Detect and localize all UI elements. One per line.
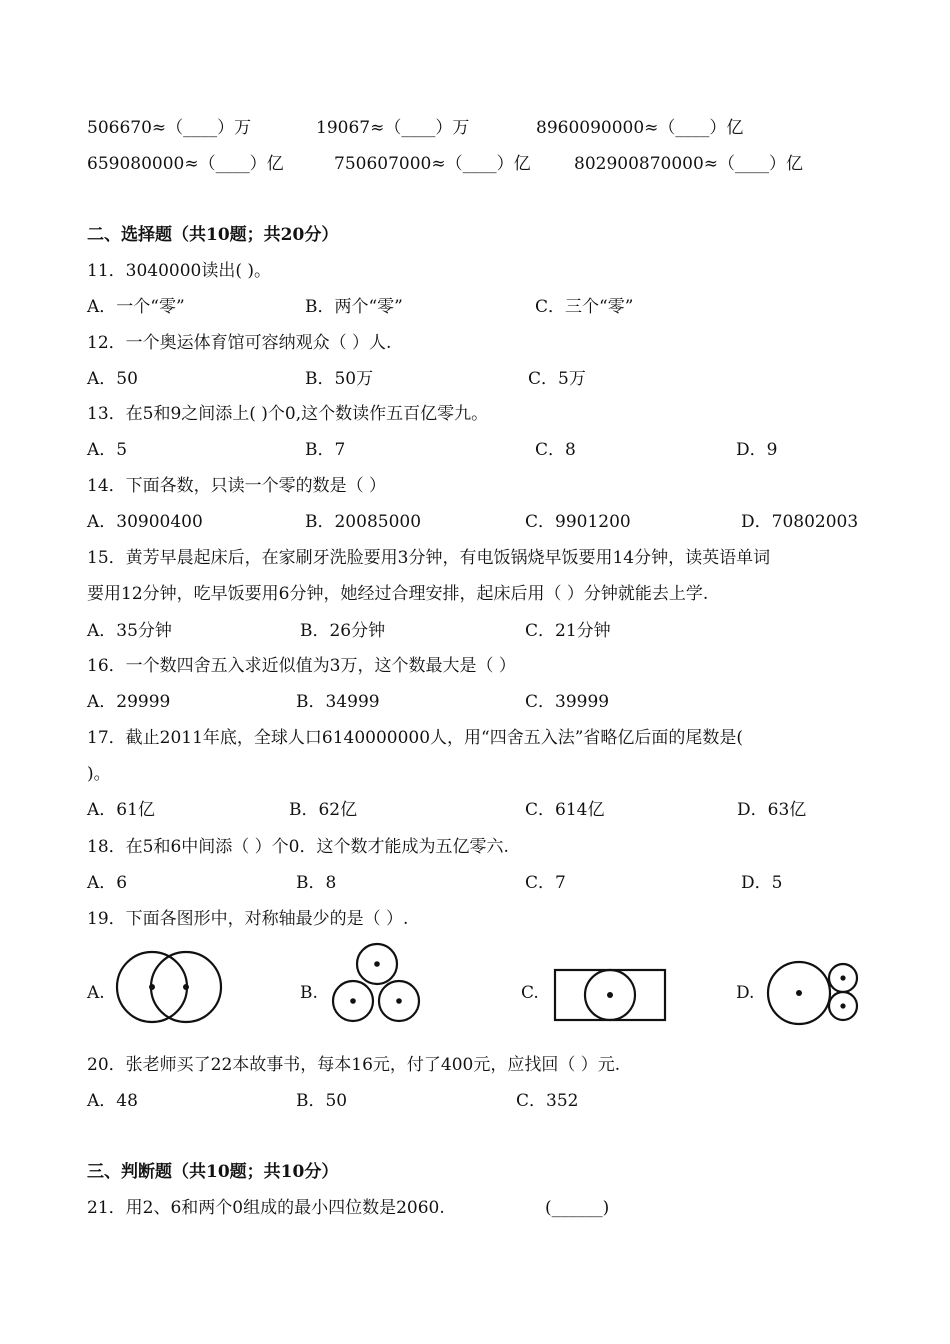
section-title-judgment: 三、判断题（共10题；共10分） xyxy=(87,1162,339,1182)
q15-option-a: A．35分钟 xyxy=(87,621,172,641)
q19-option-c-label: C. xyxy=(521,983,539,1003)
dot-bottom-left xyxy=(350,998,356,1004)
small-top-dot xyxy=(840,975,845,980)
q19-figure-b-three-circles xyxy=(330,942,422,1026)
question-16-stem: 16．一个数四舍五入求近似值为3万，这个数最大是（ ） xyxy=(87,656,516,676)
question-11-stem: 11．3040000读出( )。 xyxy=(87,261,272,281)
q19-option-a-label: A. xyxy=(87,983,105,1003)
q14-option-b: B．20085000 xyxy=(305,512,422,532)
question-13-stem: 13．在5和9之间添上( )个0,这个数读作五百亿零九。 xyxy=(87,404,489,424)
q11-option-a: A．一个“零” xyxy=(87,297,185,317)
q15-option-c: C．21分钟 xyxy=(525,621,611,641)
q21-answer-blank: (______) xyxy=(545,1198,610,1218)
center-dot-left xyxy=(149,984,155,990)
approx-item: 8960090000≈（____）亿 xyxy=(536,118,744,138)
q19-figure-c-rectangle-with-circle xyxy=(553,967,669,1023)
question-21-stem: 21．用2、6和两个0组成的最小四位数是2060. xyxy=(87,1198,445,1218)
q13-option-d: D．9 xyxy=(736,440,778,460)
q12-option-b: B．50万 xyxy=(305,369,374,389)
q20-option-b: B．50 xyxy=(296,1091,348,1111)
question-17-stem-line2: )。 xyxy=(87,764,111,784)
center-dot-right xyxy=(183,984,189,990)
q14-option-c: C．9901200 xyxy=(525,512,631,532)
q19-figure-a-overlapping-circles xyxy=(115,950,225,1026)
small-bottom-dot xyxy=(840,1003,845,1008)
q11-option-b: B．两个“零” xyxy=(305,297,403,317)
q17-option-a: A．61亿 xyxy=(87,800,155,820)
q13-option-c: C．8 xyxy=(535,440,576,460)
q19-option-b-label: B. xyxy=(300,983,318,1003)
question-12-stem: 12．一个奥运体育馆可容纳观众（ ）人. xyxy=(87,333,392,353)
approx-item: 506670≈（____）万 xyxy=(87,118,252,138)
question-15-stem-line2: 要用12分钟，吃早饭要用6分钟，她经过合理安排，起床后用（ ）分钟就能去上学. xyxy=(87,584,709,604)
q12-option-a: A．50 xyxy=(87,369,138,389)
q14-option-a: A．30900400 xyxy=(87,512,203,532)
q14-option-d: D．70802003 xyxy=(741,512,859,532)
q13-option-b: B．7 xyxy=(305,440,346,460)
q18-option-c: C．7 xyxy=(525,873,566,893)
question-20-stem: 20．张老师买了22本故事书，每本16元，付了400元，应找回（ ）元. xyxy=(87,1055,621,1075)
q11-option-c: C．三个“零” xyxy=(535,297,634,317)
big-circle-dot xyxy=(796,990,802,996)
question-19-stem: 19．下面各图形中，对称轴最少的是（ ）. xyxy=(87,909,409,929)
question-18-stem: 18．在5和6中间添（ ）个0．这个数才能成为五亿零六. xyxy=(87,837,509,857)
q15-option-b: B．26分钟 xyxy=(300,621,386,641)
question-15-stem-line1: 15．黄芳早晨起床后，在家刷牙洗脸要用3分钟，有电饭锅烧早饭要用14分钟，读英语单词 xyxy=(87,548,771,568)
approx-item: 750607000≈（____）亿 xyxy=(334,154,531,174)
q12-option-c: C．5万 xyxy=(528,369,586,389)
dot-top xyxy=(374,961,380,967)
q20-option-c: C．352 xyxy=(516,1091,579,1111)
q19-figure-d-big-and-small-circles xyxy=(766,959,862,1027)
dot-bottom-right xyxy=(396,998,402,1004)
inner-circle-dot xyxy=(607,992,613,998)
question-17-stem-line1: 17．截止2011年底，全球人口6140000000人，用“四舍五入法”省略亿后面的尾数是( xyxy=(87,728,744,748)
q16-option-b: B．34999 xyxy=(296,692,380,712)
q16-option-c: C．39999 xyxy=(525,692,610,712)
approx-item: 802900870000≈（____）亿 xyxy=(574,154,804,174)
q18-option-d: D．5 xyxy=(741,873,783,893)
section-title-choice: 二、选择题（共10题；共20分） xyxy=(87,225,339,245)
question-14-stem: 14．下面各数，只读一个零的数是（ ） xyxy=(87,476,387,496)
approx-item: 659080000≈（____）亿 xyxy=(87,154,284,174)
q17-option-b: B．62亿 xyxy=(289,800,358,820)
q13-option-a: A．5 xyxy=(87,440,128,460)
q16-option-a: A．29999 xyxy=(87,692,171,712)
q20-option-a: A．48 xyxy=(87,1091,138,1111)
q17-option-c: C．614亿 xyxy=(525,800,605,820)
q19-option-d-label: D. xyxy=(736,983,755,1003)
q17-option-d: D．63亿 xyxy=(737,800,807,820)
approx-item: 19067≈（____）万 xyxy=(316,118,470,138)
q18-option-a: A．6 xyxy=(87,873,128,893)
q18-option-b: B．8 xyxy=(296,873,337,893)
